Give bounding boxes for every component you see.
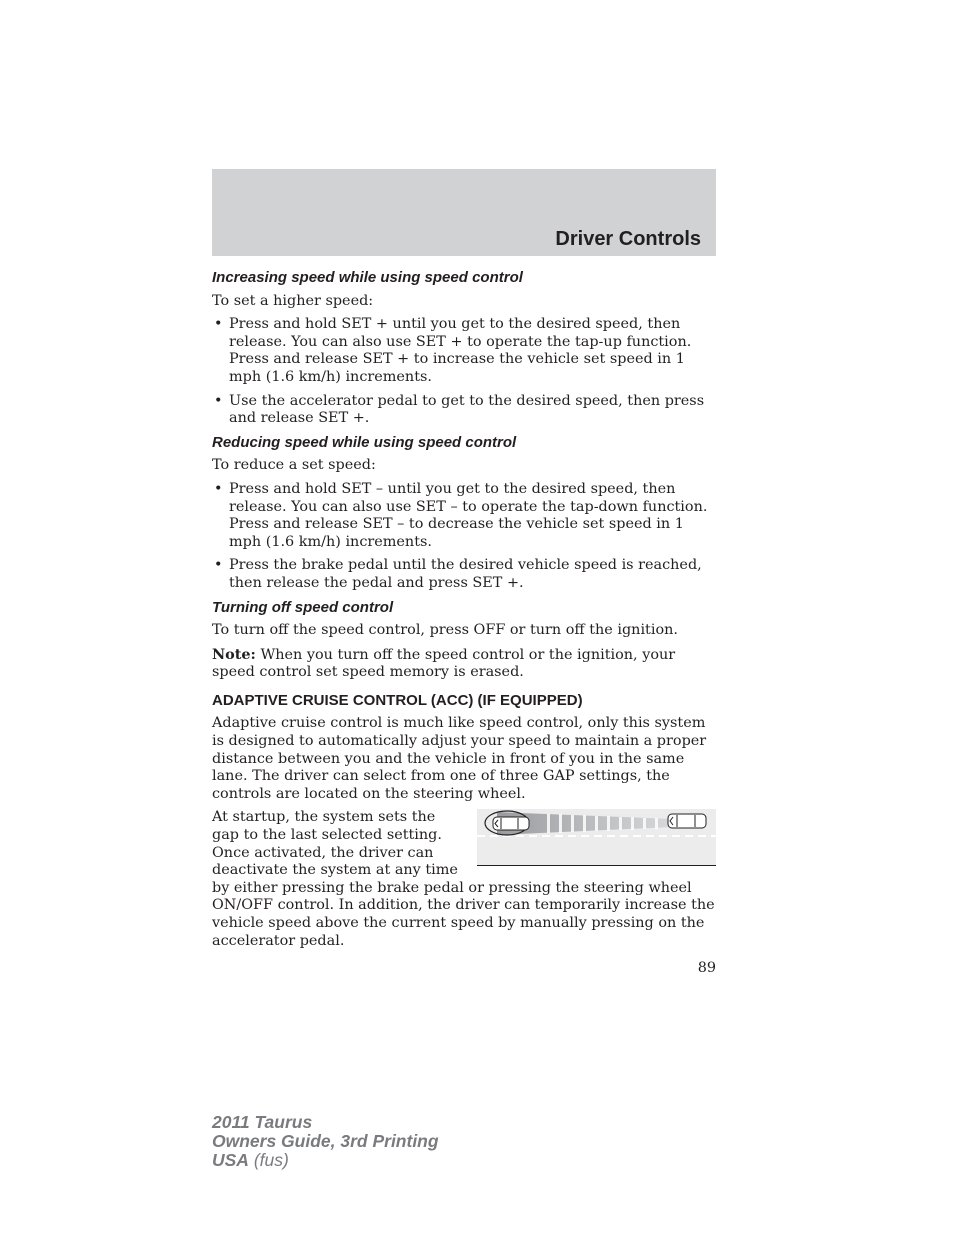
footer-region: USA (212, 1150, 249, 1170)
footer-line-3 (212, 1151, 439, 1170)
increasing-speed-list (212, 316, 716, 428)
note-paragraph (212, 646, 716, 682)
chapter-header-band (212, 169, 716, 256)
reducing-speed-list (212, 481, 716, 593)
acc-figure-wrap (212, 809, 716, 956)
turning-off-text: To turn off the speed control, press OFF or turn off the ignition. (212, 622, 678, 639)
footer-edition (212, 1113, 439, 1170)
chapter-title: Driver Controls (555, 228, 701, 250)
footer-region-code: (fus) (248, 1150, 289, 1170)
note-label: Note: (212, 645, 256, 663)
turning-off-heading: Turning off speed control (212, 598, 394, 616)
increasing-speed-heading: Increasing speed while using speed control (212, 269, 523, 286)
list-item: • Press the brake pedal until the desired vehicle speed is reached, then release the pedal and press SET +. (212, 557, 716, 592)
acc-section-heading: ADAPTIVE CRUISE CONTROL (ACC) (IF EQUIPPED) (212, 691, 583, 709)
acc-following-vehicles-icon (477, 809, 716, 866)
footer-line-2: Owners Guide, 3rd Printing (212, 1131, 439, 1151)
note-text: When you turn off the speed control or the ignition, your speed control set speed memory is erased. (212, 646, 676, 681)
page-number: 89 (697, 960, 716, 976)
list-item: • Use the accelerator pedal to get to the desired speed, then press and release SET +. (212, 393, 716, 428)
list-item: • Press and hold SET – until you get to the desired speed, then release. You can also use SET – to operate the tap-down function. Press and release SET – to decrease the vehicle set speed in 1 mph (1.6 km/h) increments. (212, 481, 716, 551)
reducing-speed-heading: Reducing speed while using speed control (212, 433, 517, 451)
footer-line-1: 2011 Taurus (212, 1112, 313, 1132)
increasing-speed-intro: To set a higher speed: (212, 292, 374, 309)
list-item: • Press and hold SET + until you get to the desired speed, then release. You can also use SET + to operate the tap-up function. Press and release SET + to increase the vehicle set speed in 1 mph (1.6 km/h) increments. (212, 316, 716, 386)
acc-paragraph-2: At startup, the system sets the gap to the last selected setting. Once activated, the driver can deactivate the system at any time by either pressing the brake pedal or pressing the steering wheel ON/OFF control. In addition, the driver can temporarily increase the vehicle speed above the current speed by manually pressing on the accelerator pedal. (212, 809, 715, 949)
reducing-speed-intro: To reduce a set speed: (212, 457, 376, 474)
page-content (212, 264, 716, 956)
acc-paragraph-1: Adaptive cruise control is much like speed control, only this system is designed to automatically adjust your speed to maintain a proper distance between you and the vehicle in front of you in the same lane. The driver can select from one of three GAP settings, the controls are located on the steering wheel. (212, 715, 707, 802)
